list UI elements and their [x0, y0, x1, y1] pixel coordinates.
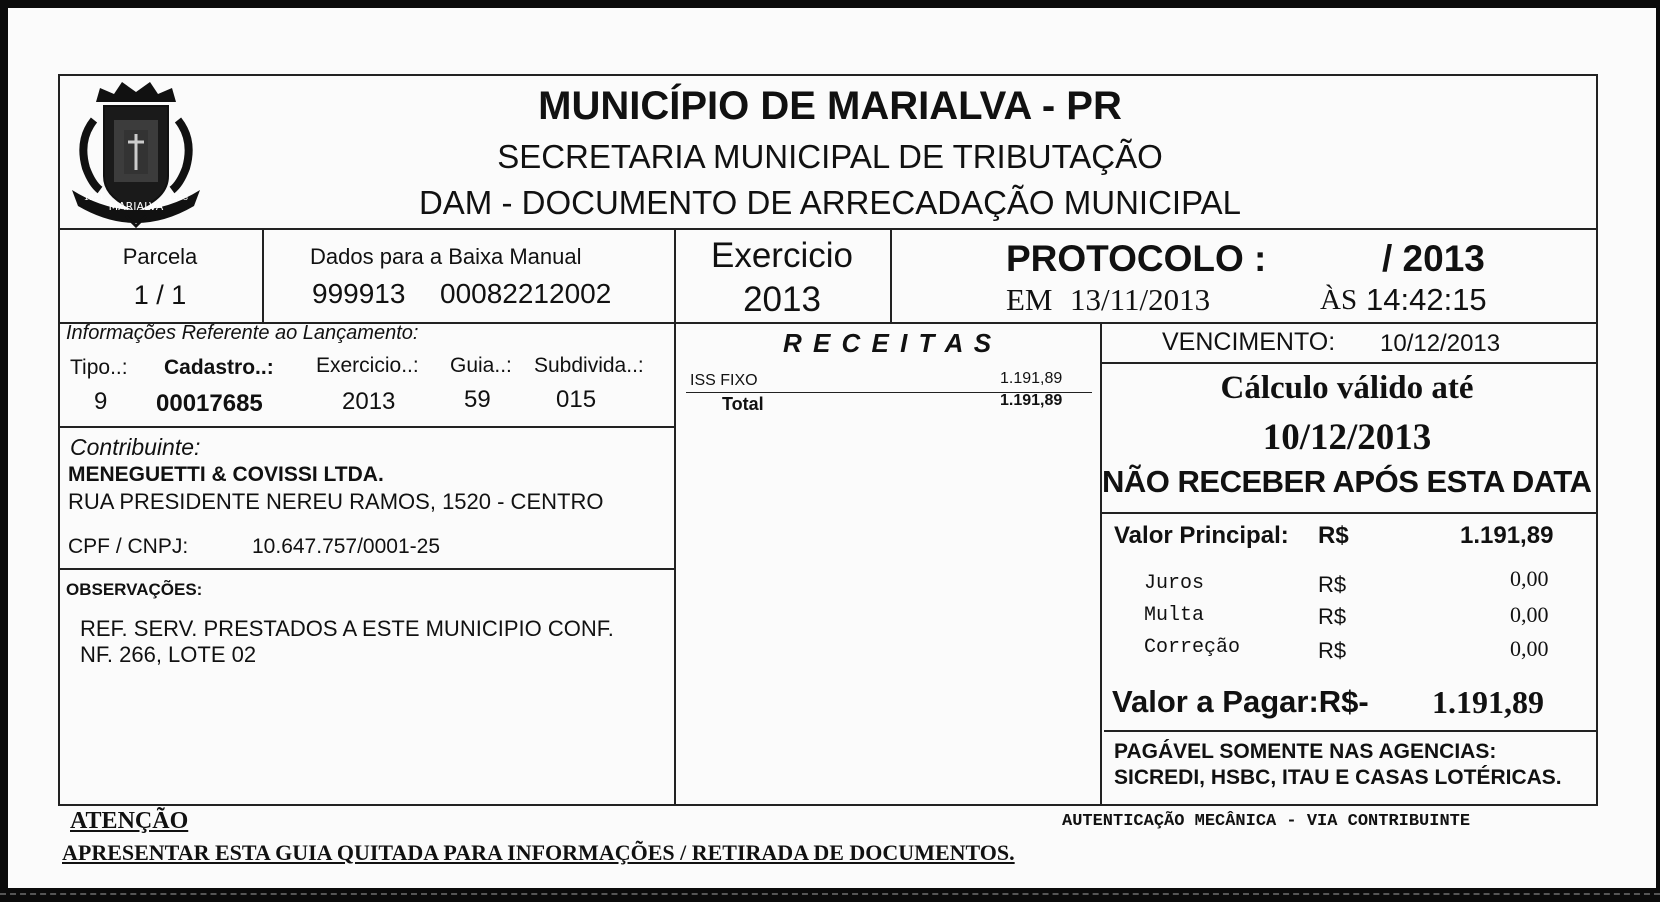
- correcao-currency: R$: [1318, 638, 1347, 663]
- protocolo-date: 13/11/2013: [1070, 282, 1211, 317]
- protocolo-as-label: ÀS: [1320, 284, 1358, 316]
- juros-label: Juros: [1144, 572, 1205, 595]
- contribuinte-name: MENEGUETTI & COVISSI LTDA.: [68, 463, 384, 486]
- observacoes-label: OBSERVAÇÕES:: [66, 580, 203, 599]
- lancamento-guia-value: 59: [464, 386, 491, 413]
- municipio-title: MUNICÍPIO DE MARIALVA - PR: [538, 84, 1122, 128]
- protocolo-year: / 2013: [1382, 238, 1485, 279]
- juros-value: 0,00: [1510, 566, 1549, 591]
- lancamento-exercicio-label: Exercicio..:: [316, 354, 419, 377]
- receitas-row-value: 1.191,89: [1000, 370, 1063, 387]
- baixa-label: Dados para a Baixa Manual: [310, 244, 582, 269]
- observacoes-line2: NF. 266, LOTE 02: [80, 642, 257, 667]
- baixa-code2: 00082212002: [440, 278, 612, 309]
- receitas-total-label: Total: [722, 394, 764, 414]
- lancamento-subdivida-value: 015: [556, 386, 597, 413]
- coat-of-arms-year-right: 1953: [167, 193, 189, 202]
- protocolo-em-label: EM: [1006, 282, 1053, 317]
- parcela-value: 1 / 1: [133, 280, 187, 310]
- parcela-label: Parcela: [122, 244, 198, 269]
- lancamento-exercicio-value: 2013: [342, 388, 396, 415]
- protocolo-time: 14:42:15: [1366, 282, 1487, 317]
- divider: [58, 426, 676, 428]
- baixa-code1: 999913: [312, 278, 406, 309]
- coat-of-arms-text: MARIALVA: [108, 200, 164, 213]
- contribuinte-label: Contribuinte:: [70, 434, 201, 460]
- valor-principal-value: 1.191,89: [1460, 522, 1554, 549]
- receitas-title: R E C E I T A S: [782, 328, 994, 358]
- documento-title: DAM - DOCUMENTO DE ARRECADAÇÃO MUNICIPAL: [418, 184, 1242, 221]
- lancamento-cadastro-value: 00017685: [156, 390, 263, 417]
- contribuinte-doc-label: CPF / CNPJ:: [68, 535, 189, 558]
- footer-instruction: APRESENTAR ESTA GUIA QUITADA PARA INFORMAÇÕES / RETIRADA DE DOCUMENTOS.: [62, 840, 1015, 865]
- exercicio-value: 2013: [743, 280, 821, 319]
- receitas-row-name: ISS FIXO: [690, 372, 758, 389]
- lancamento-title: Informações Referente ao Lançamento:: [66, 322, 419, 344]
- calculo-warning: NÃO RECEBER APÓS ESTA DATA: [1102, 464, 1592, 499]
- divider: [1104, 730, 1596, 732]
- coat-of-arms-icon: [66, 80, 206, 228]
- coat-of-arms-year-left: 1951: [83, 193, 105, 202]
- vencimento-label: VENCIMENTO:: [1162, 328, 1336, 356]
- calculo-line1: Cálculo válido até: [1220, 370, 1474, 406]
- perforation-line: [0, 893, 1660, 895]
- lancamento-tipo-value: 9: [94, 388, 108, 415]
- lancamento-tipo-label: Tipo..:: [70, 356, 128, 379]
- divider: [58, 228, 1596, 230]
- juros-currency: R$: [1318, 572, 1347, 597]
- observacoes-line1: REF. SERV. PRESTADOS A ESTE MUNICIPIO CONF.: [80, 616, 614, 641]
- divider: [890, 228, 892, 322]
- atencao-label: ATENÇÃO: [70, 808, 189, 834]
- receitas-total-value: 1.191,89: [1000, 392, 1063, 409]
- pagavel-line1: PAGÁVEL SOMENTE NAS AGENCIAS:: [1114, 740, 1497, 763]
- autenticacao-label: AUTENTICAÇÃO MECÂNICA - VIA CONTRIBUINTE: [1062, 812, 1471, 831]
- divider: [58, 568, 676, 570]
- contribuinte-doc-value: 10.647.757/0001-25: [252, 535, 441, 558]
- divider: [262, 228, 264, 322]
- divider: [1100, 512, 1596, 514]
- exercicio-label: Exercicio: [711, 236, 853, 275]
- lancamento-subdivida-label: Subdivida..:: [534, 354, 644, 377]
- valor-principal-label: Valor Principal:: [1114, 522, 1289, 549]
- multa-value: 0,00: [1510, 602, 1549, 627]
- multa-label: Multa: [1144, 604, 1205, 627]
- divider: [1100, 362, 1596, 364]
- valor-pagar-value: 1.191,89: [1432, 684, 1544, 720]
- protocolo-label: PROTOCOLO :: [1006, 238, 1267, 279]
- correcao-value: 0,00: [1510, 636, 1549, 661]
- valor-pagar-label: Valor a Pagar:R$-: [1112, 684, 1369, 719]
- multa-currency: R$: [1318, 604, 1347, 629]
- vencimento-date: 10/12/2013: [1380, 330, 1501, 357]
- secretaria-title: SECRETARIA MUNICIPAL DE TRIBUTAÇÃO: [497, 138, 1163, 175]
- calculo-date: 10/12/2013: [1262, 417, 1432, 458]
- lancamento-guia-label: Guia..:: [450, 354, 512, 377]
- lancamento-cadastro-label: Cadastro..:: [164, 356, 274, 379]
- correcao-label: Correção: [1144, 636, 1241, 659]
- pagavel-line2: SICREDI, HSBC, ITAU E CASAS LOTÉRICAS.: [1114, 766, 1562, 789]
- valor-principal-currency: R$: [1318, 522, 1349, 549]
- contribuinte-address: RUA PRESIDENTE NEREU RAMOS, 1520 - CENTRO: [68, 489, 604, 514]
